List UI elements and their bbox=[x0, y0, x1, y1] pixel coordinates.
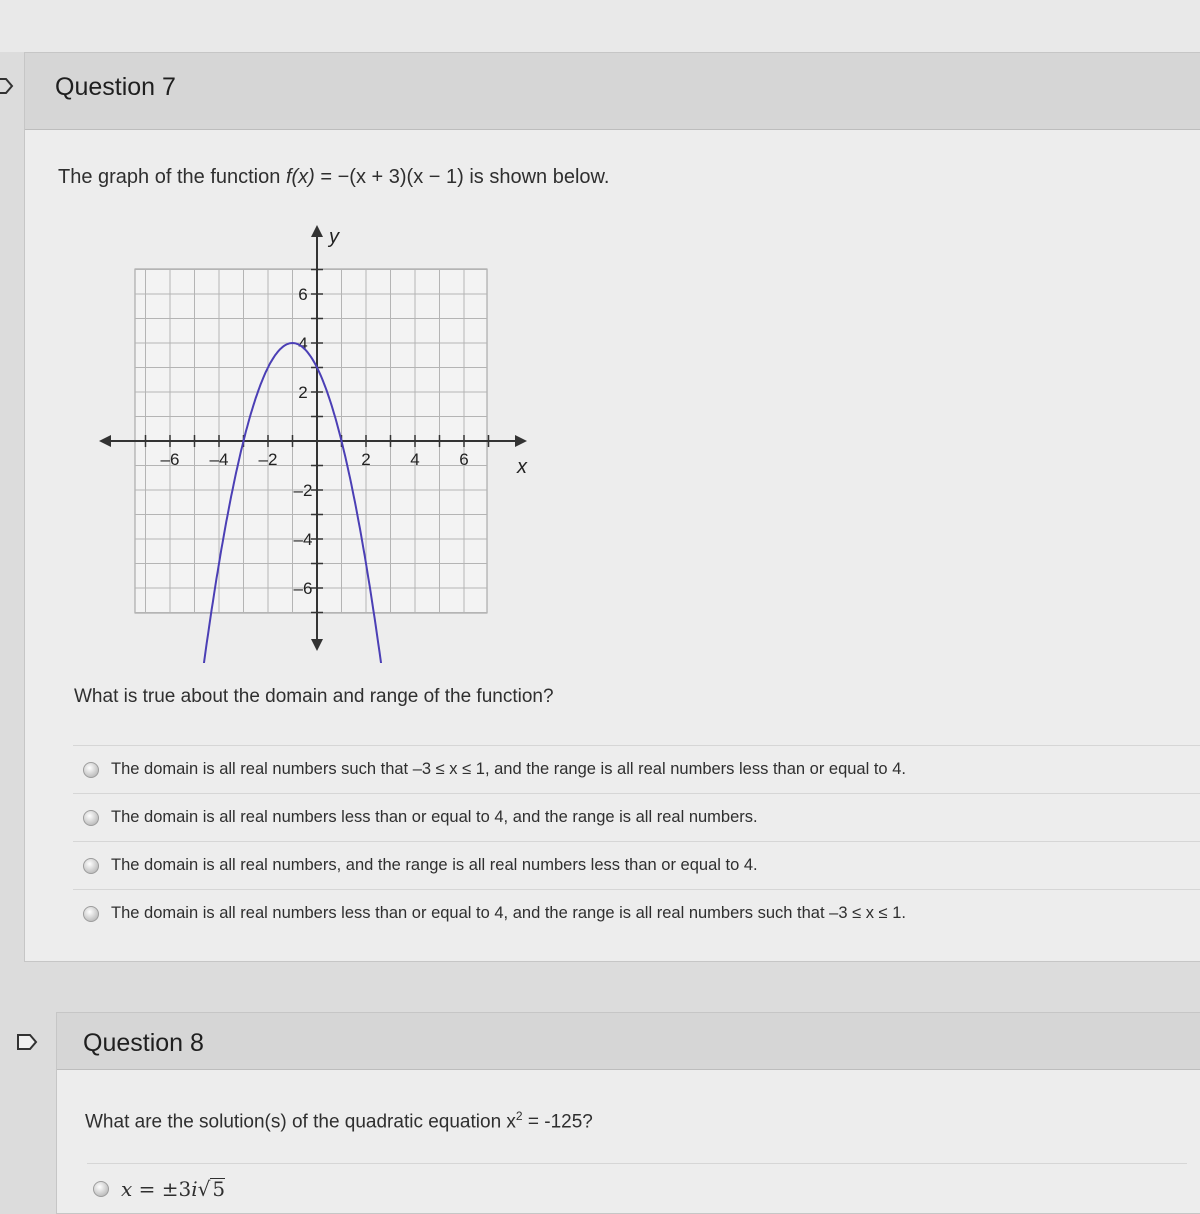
y-axis-down-arrow bbox=[311, 639, 323, 651]
x-tick-label: 6 bbox=[459, 450, 469, 469]
flag-icon[interactable] bbox=[0, 77, 14, 95]
option-3[interactable] bbox=[73, 841, 1200, 889]
question-8-card bbox=[56, 1012, 1200, 1214]
question-prompt: What are the solution(s) of the quadratic equation $x^2 = -125$? bbox=[85, 1109, 593, 1133]
radio-button[interactable] bbox=[83, 858, 99, 874]
x-tick-label: –2 bbox=[258, 450, 278, 469]
x-tick-label: –6 bbox=[160, 450, 180, 469]
flag-icon[interactable] bbox=[16, 1033, 38, 1051]
y-tick-label: 2 bbox=[298, 383, 308, 402]
option-label: The domain is all real numbers less than or equal to 4, and the range is all real numbers such that –3 ≤ x ≤ 1. bbox=[111, 904, 906, 922]
option-label: The domain is all real numbers, and the range is all real numbers less than or equal to 4. bbox=[111, 856, 758, 874]
option-divider bbox=[87, 1163, 1187, 1164]
option-label: x = ±3i√ 5 bbox=[121, 1177, 226, 1201]
x-axis-left-arrow bbox=[99, 435, 111, 447]
option-1[interactable] bbox=[83, 1169, 225, 1209]
x-tick-label: 2 bbox=[361, 450, 371, 469]
y-tick-label: –6 bbox=[293, 579, 313, 598]
y-axis-up-arrow bbox=[311, 225, 323, 237]
radio-button[interactable] bbox=[93, 1181, 109, 1197]
y-tick-label: –4 bbox=[293, 530, 313, 549]
top-strip bbox=[0, 0, 1200, 52]
question-8-header bbox=[57, 1013, 1200, 1070]
x-tick-label: –4 bbox=[209, 450, 229, 469]
x-axis-label: x bbox=[517, 456, 527, 478]
y-tick-label: 4 bbox=[298, 334, 308, 353]
question-7-card bbox=[24, 52, 1200, 962]
y-tick-label: 6 bbox=[298, 285, 308, 304]
y-axis-label: y bbox=[329, 226, 339, 248]
radio-button[interactable] bbox=[83, 906, 99, 922]
function-graph bbox=[95, 223, 565, 663]
question-7-header bbox=[25, 53, 1200, 130]
answer-options bbox=[73, 745, 1200, 937]
option-label: The domain is all real numbers less than or equal to 4, and the range is all real numbers. bbox=[111, 808, 758, 826]
question-prompt: The graph of the function f(x) = −(x + 3)(x − 1) is shown below. bbox=[58, 166, 610, 188]
question-title: Question 7 bbox=[55, 73, 176, 101]
y-tick-label: –2 bbox=[293, 481, 313, 500]
radio-button[interactable] bbox=[83, 762, 99, 778]
x-axis-right-arrow bbox=[515, 435, 527, 447]
option-2[interactable] bbox=[73, 793, 1200, 841]
question-title: Question 8 bbox=[83, 1029, 204, 1057]
radio-button[interactable] bbox=[83, 810, 99, 826]
option-label: The domain is all real numbers such that –3 ≤ x ≤ 1, and the range is all real numbers less than or equal to 4. bbox=[111, 760, 906, 778]
x-tick-label: 4 bbox=[410, 450, 420, 469]
option-4[interactable] bbox=[73, 889, 1200, 937]
option-1[interactable] bbox=[73, 745, 1200, 793]
question-text: What is true about the domain and range of the function? bbox=[74, 686, 554, 707]
